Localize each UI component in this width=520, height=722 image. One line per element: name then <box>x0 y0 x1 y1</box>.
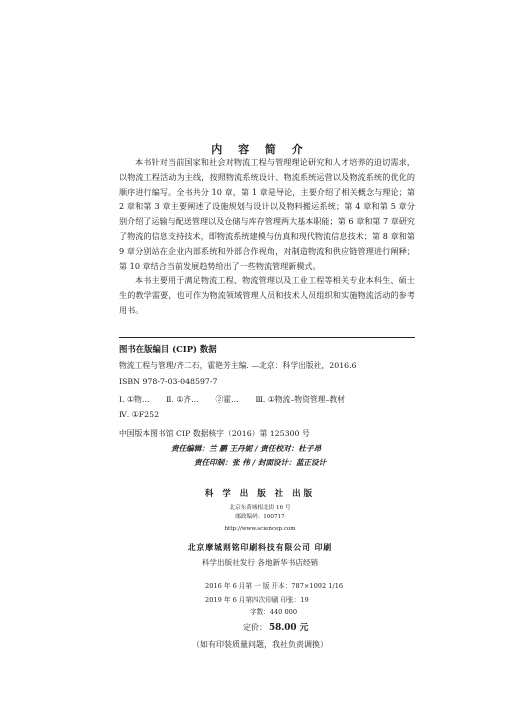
production-credits: 责任印制：张 伟 / 封面设计：蓝正设计 <box>194 458 327 467</box>
cip-class-1: Ⅰ. ①物… <box>119 395 150 404</box>
cip-isbn: ISBN 978-7-03-048597-7 <box>119 377 218 386</box>
distribution-line: 科学出版社发行 各地新华书店经销 <box>201 558 319 567</box>
cip-title-line: 物流工程与管理/齐二石，霍艳芳主编. —北京：科学出版社，2016.6 <box>119 361 357 370</box>
price <box>243 620 308 633</box>
summary-paragraph-2: 本书主要用于满足物流工程、物流管理以及工业工程等相关专业本科生、硕士生的教学需要，也可作为物流领域管理人员和技术人员组织和实施物流活动的参考用书。 <box>119 275 415 315</box>
section-divider <box>119 337 415 338</box>
cip-class-2: Ⅱ. ①齐… <box>166 395 199 404</box>
editor-credits: 责任编辑：兰 鹏 王丹妮 / 责任校对：杜子昂 <box>171 444 322 453</box>
cip-record-number: 中国版本图书馆 CIP 数据核字（2016）第 125300 号 <box>119 429 310 438</box>
publisher-name: 科 学 出 版 社 出版 <box>204 489 316 499</box>
cip-heading: 图书在版编目 (CIP) 数据 <box>119 344 217 354</box>
word-count: 字数：440 000 <box>250 608 298 616</box>
edition-info: 2016 年 6 月第 一 版 开本：787×1092 1/16 <box>205 582 344 590</box>
cip-class-3: ②霍… <box>215 395 239 404</box>
cip-classification <box>119 394 359 405</box>
publisher-website: http://www.sciencep.com <box>224 526 296 532</box>
cip-class-4: Ⅲ. ①物流–物资管理–教材 <box>255 395 345 404</box>
price-value: 58.00 元 <box>269 623 309 633</box>
page-title: 内 容 简 介 <box>211 143 309 156</box>
cip-classification-2: Ⅳ. ①F252 <box>119 410 160 419</box>
price-label: 定价： <box>243 623 267 632</box>
printer-name: 北京摩城则铭印刷科技有限公司 印刷 <box>187 543 333 552</box>
publisher-postcode: 邮政编码：100717 <box>235 514 285 520</box>
quality-notice: （如有印装质量问题，我社负责调换） <box>192 640 328 649</box>
summary-paragraph-1: 本书针对当前国家和社会对物流工程与管理理论研究和人才培养的迫切需求，以物流工程活动为主线，按照物流系统设计、物流系统运营以及物流系统的优化的顺序进行编写。全书共分 10 章，第 1 章是导论，主要介绍了相关概念与理论；第 2 章和第 3 章主要阐述了设施规划与设计以及物料搬运系统；第 4 章和第 5 章分别介绍了运输与配送管理以及仓储与库存管理两大基本职能；第 6 章和第 7 章研究了物流的信息支持技术，即物流系统建模与仿真和现代物流信息技术；第 8 章和第 9 章分别站在企业内部系统和外部合作视角，对制造物流和供应链管理进行阐释；第 10 章结合当前发展趋势给出了一些物流管理新模式。 <box>119 157 415 271</box>
printing-info: 2019 年 6 月第四次印刷 印张：19 <box>205 596 309 604</box>
publisher-address: 北京东黄城根北街 16 号 <box>229 505 291 511</box>
